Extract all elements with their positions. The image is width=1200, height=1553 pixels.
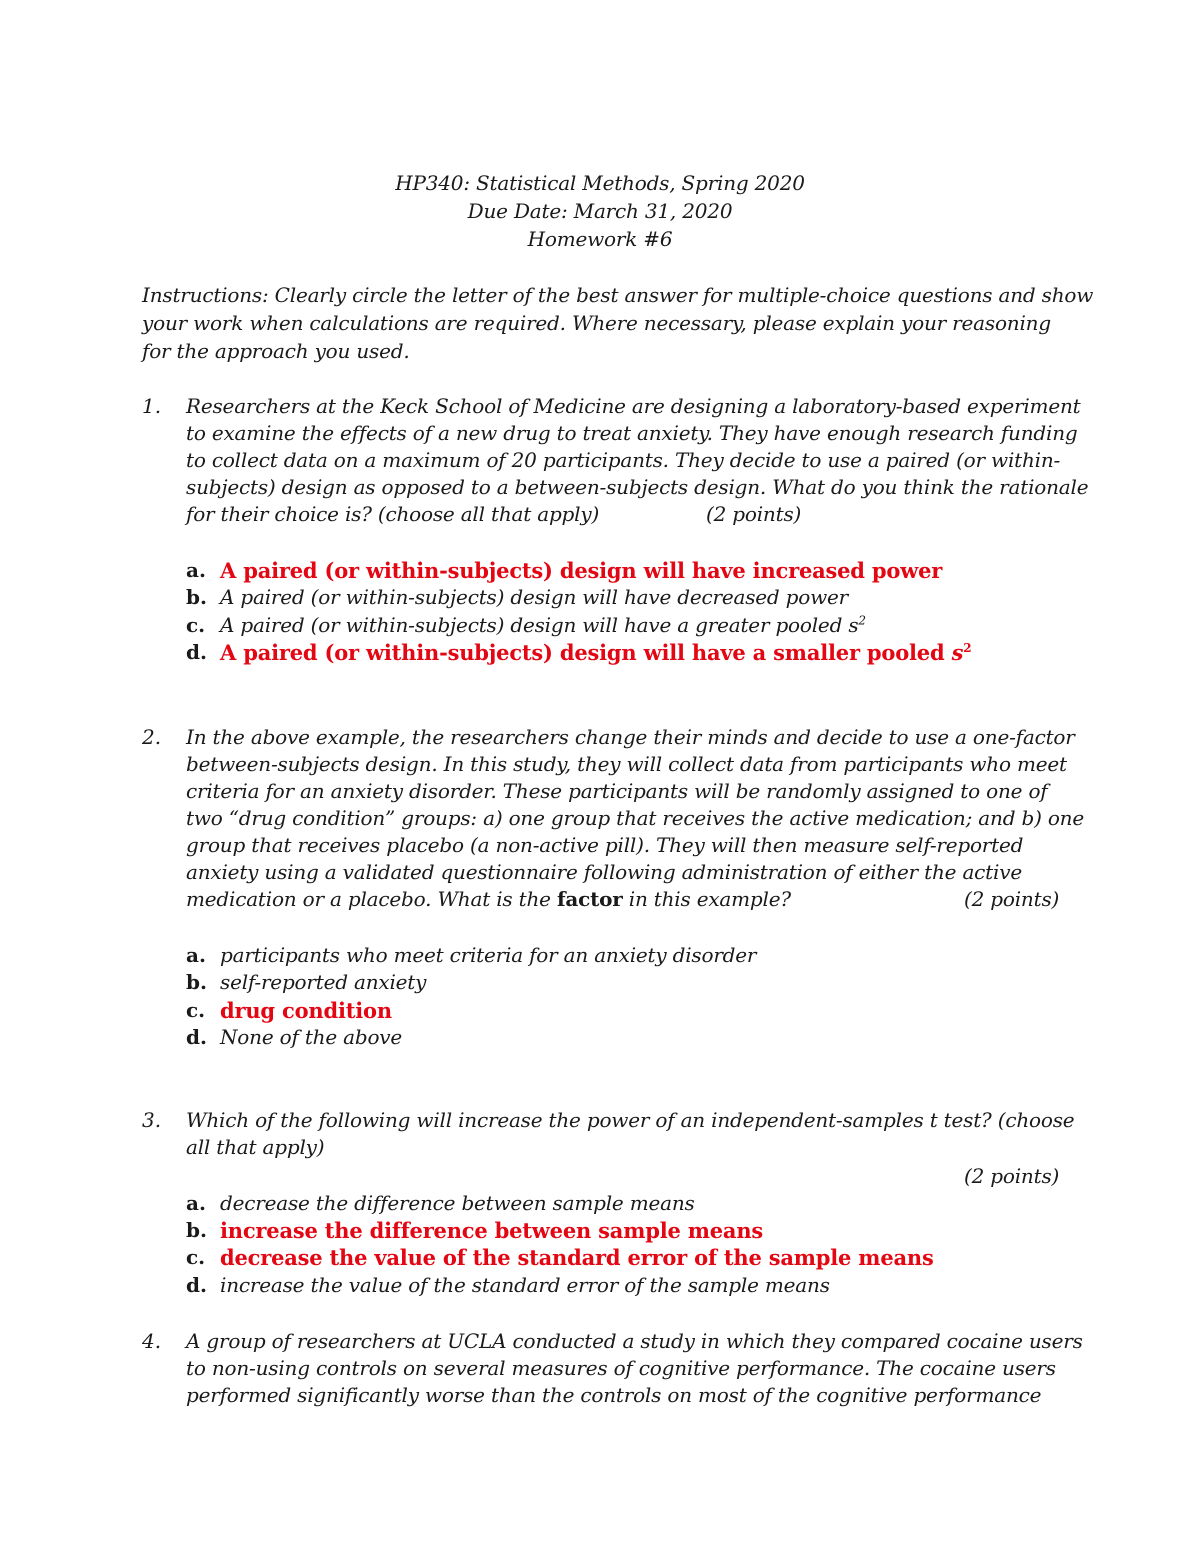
option-letter: b.: [186, 585, 207, 609]
question-text-line: Researchers at the Keck School of Medicine are designing a laboratory-based experiment: [186, 394, 1081, 418]
option-letter: a.: [186, 1191, 206, 1215]
instructions-line: your work when calculations are required. Where necessary, please explain your reasoning: [142, 311, 1051, 335]
question-number: 2.: [142, 725, 162, 749]
question-number: 3.: [142, 1108, 162, 1132]
question-text-line: for their choice is? (choose all that apply): [186, 502, 600, 526]
question-text-line: A group of researchers at UCLA conducted a study in which they compared cocaine users: [186, 1329, 1083, 1353]
superscript: 2: [963, 641, 972, 655]
answer-option: None of the above: [220, 1025, 403, 1049]
question-number: 4.: [142, 1329, 162, 1353]
option-letter: d.: [186, 640, 207, 664]
option-letter: a.: [186, 558, 206, 582]
question-text-line: group that receives placebo (a non-active pill). They will then measure self-reported: [186, 833, 1024, 857]
question-text-line: criteria for an anxiety disorder. These participants will be randomly assigned to one of: [186, 779, 1048, 803]
instructions-line: Instructions: Clearly circle the letter of the best answer for multiple-choice questions and show: [142, 283, 1094, 307]
answer-option: decrease the difference between sample means: [220, 1191, 695, 1215]
superscript: 2: [858, 613, 866, 628]
question-text-line: In the above example, the researchers change their minds and decide to use a one-factor: [186, 725, 1075, 749]
answer-option: self-reported anxiety: [220, 970, 427, 994]
answer-option: A paired (or within-subjects) design will have decreased power: [220, 585, 849, 609]
question-text-line: between-subjects design. In this study, they will collect data from participants who meet: [186, 752, 1067, 776]
option-letter: c.: [186, 1245, 206, 1269]
due-date: Due Date: March 31, 2020: [467, 199, 733, 223]
question-text-line: [186, 886, 791, 913]
question-text-line: anxiety using a validated questionnaire following administration of either the active: [186, 860, 1022, 884]
homework-number: Homework #6: [527, 227, 673, 251]
points-label: (2 points): [964, 887, 1060, 911]
option-text: A paired (or within-subjects) design will have a greater pooled s: [220, 613, 859, 637]
question-text-line: all that apply): [186, 1135, 325, 1159]
question-text-line: Which of the following will increase the power of an independent-samples t test? (choose: [186, 1108, 1075, 1132]
emphasized-term: factor: [556, 887, 623, 911]
option-letter: b.: [186, 970, 207, 994]
question-text-line: subjects) design as opposed to a between-subjects design. What do you think the rationale: [186, 475, 1089, 499]
option-letter: d.: [186, 1273, 207, 1297]
question-text-line: two “drug condition” groups: a) one group that receives the active medication; and b) one: [186, 806, 1084, 830]
option-text: A paired (or within-subjects) design will have a smaller pooled: [220, 640, 952, 665]
question-text-line: to non-using controls on several measures of cognitive performance. The cocaine users: [186, 1356, 1056, 1380]
correct-answer-option: decrease the value of the standard error of the sample means: [220, 1245, 934, 1270]
question-text-line: to collect data on a maximum of 20 participants. They decide to use a paired (or within-: [186, 448, 1061, 472]
answer-option: increase the value of the standard error of the sample means: [220, 1273, 830, 1297]
question-text-line: to examine the effects of a new drug to treat anxiety. They have enough research funding: [186, 421, 1078, 445]
answer-option: [220, 612, 866, 639]
option-letter: c.: [186, 613, 206, 637]
correct-answer-option: increase the difference between sample means: [220, 1218, 764, 1243]
instructions-line: for the approach you used.: [142, 339, 410, 363]
correct-answer-option: drug condition: [220, 998, 392, 1023]
option-letter: d.: [186, 1025, 207, 1049]
correct-answer-option: [220, 639, 971, 666]
option-letter: c.: [186, 998, 206, 1022]
answer-option: participants who meet criteria for an anxiety disorder: [220, 943, 757, 967]
points-label: (2 points): [964, 1164, 1060, 1188]
option-letter: a.: [186, 943, 206, 967]
text-segment: medication or a placebo. What is the: [186, 887, 557, 911]
question-number: 1.: [142, 394, 162, 418]
correct-answer-option: A paired (or within-subjects) design will have increased power: [220, 558, 943, 583]
option-letter: b.: [186, 1218, 207, 1242]
question-text-line: performed significantly worse than the controls on most of the cognitive performance: [186, 1383, 1042, 1407]
variable: s: [951, 640, 964, 665]
points-label: (2 points): [706, 502, 802, 526]
course-title: HP340: Statistical Methods, Spring 2020: [395, 171, 805, 195]
text-segment: in this example?: [622, 887, 791, 911]
